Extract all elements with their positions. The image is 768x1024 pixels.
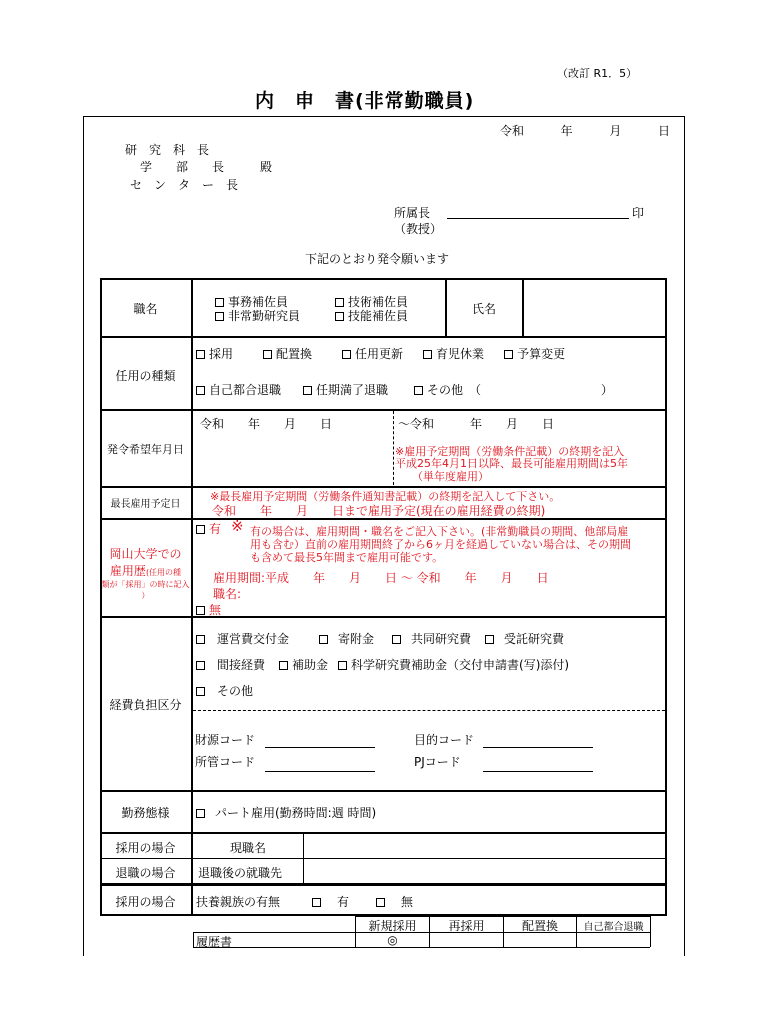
docs-bottom bbox=[193, 947, 650, 948]
position-option-researcher[interactable] bbox=[215, 307, 300, 324]
option-budget-change[interactable] bbox=[504, 345, 565, 362]
option-label: その他 （ ） bbox=[427, 383, 614, 397]
checkbox-icon[interactable] bbox=[414, 386, 423, 395]
work-style-label: 勤務態様 bbox=[121, 806, 170, 820]
checkbox-icon[interactable] bbox=[303, 386, 312, 395]
option-label: 事務補佐員 bbox=[228, 295, 289, 309]
supervisor-sub: （教授） bbox=[394, 222, 443, 236]
frame-left bbox=[83, 116, 84, 956]
history-note2: 用も含む）直前の雇用期間終了から6ヶ月を経過していない場合は、その期間 bbox=[250, 538, 631, 551]
option-label: 有 bbox=[209, 522, 222, 536]
position-option-skill-assistant[interactable] bbox=[335, 307, 408, 324]
option-label: 技能補佐員 bbox=[348, 309, 409, 323]
history-label bbox=[100, 545, 191, 601]
appointment-row2 bbox=[196, 381, 613, 398]
purpose-code-field[interactable] bbox=[483, 747, 593, 748]
dependents-divider bbox=[191, 884, 193, 916]
docs-cell-new-hire: ◎ bbox=[387, 933, 398, 947]
hire-case-label: 採用の場合 bbox=[115, 841, 176, 855]
docs-row-label-resume: 履歴書 bbox=[196, 935, 233, 949]
desired-date-end[interactable]: ～令和 年 月 日 bbox=[398, 417, 555, 431]
retire-case-label: 退職の場合 bbox=[115, 866, 176, 880]
option-other-expense[interactable] bbox=[196, 682, 253, 699]
option-label: 補助金 bbox=[292, 658, 329, 672]
label-column-divider bbox=[191, 278, 193, 886]
option-label: 寄附金 bbox=[338, 632, 375, 646]
desired-date-note2: 平成25年4月1日以降、最長可能雇用期間は5年 bbox=[395, 457, 628, 470]
fund-code-label: 財源コード bbox=[195, 733, 256, 747]
option-label: 配置換 bbox=[276, 347, 313, 361]
row-sep-6 bbox=[100, 790, 667, 792]
option-label: 任期満了退職 bbox=[316, 383, 389, 397]
checkbox-icon[interactable] bbox=[335, 312, 344, 321]
history-mark: ※ bbox=[231, 517, 244, 535]
docs-v5 bbox=[650, 916, 651, 947]
docs-header-rehire: 再採用 bbox=[448, 919, 485, 933]
date-era: 令和 bbox=[500, 124, 525, 138]
fund-code-field[interactable] bbox=[265, 747, 375, 748]
pj-code-label: PJコード bbox=[414, 755, 461, 769]
checkbox-icon[interactable] bbox=[279, 661, 288, 670]
revision-label: （改訂 R1．5） bbox=[557, 67, 638, 80]
option-label: 技術補佐員 bbox=[348, 295, 409, 309]
checkbox-icon[interactable] bbox=[338, 661, 347, 670]
option-label: 間接経費 bbox=[217, 658, 266, 672]
option-commissioned-research[interactable] bbox=[485, 630, 564, 647]
position-label: 職名 bbox=[133, 302, 158, 316]
date-year: 年 bbox=[560, 124, 573, 138]
page-title: 内 申 書(非常勤職員) bbox=[255, 90, 475, 112]
option-indirect-cost[interactable] bbox=[196, 656, 265, 673]
expense-row1 bbox=[196, 630, 564, 647]
dependents-label: 扶養親族の有無 bbox=[196, 895, 281, 909]
option-transfer[interactable] bbox=[263, 345, 312, 362]
date-day: 日 bbox=[657, 124, 670, 138]
supervisor-label: 所属長 bbox=[394, 206, 431, 220]
checkbox-icon[interactable] bbox=[423, 350, 432, 359]
expense-label: 経費負担区分 bbox=[109, 698, 182, 712]
option-label: 非常勤研究員 bbox=[228, 309, 301, 323]
history-label-line1: 岡山大学での bbox=[109, 547, 182, 561]
pj-code-field[interactable] bbox=[483, 771, 593, 772]
appointment-type-label: 任用の種類 bbox=[115, 369, 176, 383]
option-label: 予算変更 bbox=[517, 347, 566, 361]
history-no-option[interactable] bbox=[196, 601, 221, 618]
expense-row2 bbox=[196, 656, 569, 673]
history-period[interactable]: 雇用期間:平成 年 月 日 ～ 令和 年 月 日 bbox=[213, 571, 549, 585]
history-label-main: 雇用歴 bbox=[109, 564, 146, 578]
frame-top bbox=[83, 116, 685, 117]
option-other[interactable] bbox=[414, 381, 613, 398]
desired-date-note3: （単年度雇用） bbox=[412, 470, 489, 483]
checkbox-icon[interactable] bbox=[196, 687, 205, 696]
checkbox-icon[interactable] bbox=[196, 606, 205, 615]
max-employment-label: 最長雇用予定日 bbox=[110, 499, 181, 510]
option-label: 受託研究費 bbox=[504, 632, 565, 646]
name-field[interactable] bbox=[524, 280, 665, 334]
option-joint-research[interactable] bbox=[392, 630, 471, 647]
desired-date-start[interactable]: 令和 年 月 日 bbox=[200, 417, 333, 431]
checkbox-icon[interactable] bbox=[215, 298, 224, 307]
expense-dash-divider bbox=[193, 710, 665, 711]
date-line bbox=[500, 122, 670, 139]
dept-code-label: 所管コード bbox=[195, 755, 256, 769]
checkbox-icon[interactable] bbox=[196, 661, 205, 670]
dependents-no-option[interactable] bbox=[376, 893, 413, 910]
name-label: 氏名 bbox=[471, 302, 496, 316]
option-operating-grant[interactable] bbox=[196, 630, 289, 647]
checkbox-icon[interactable] bbox=[263, 350, 272, 359]
checkbox-icon[interactable] bbox=[196, 525, 205, 534]
frame-right bbox=[684, 116, 685, 956]
docs-header-transfer: 配置換 bbox=[521, 919, 558, 933]
appointment-row1 bbox=[196, 345, 565, 362]
row-sep-5 bbox=[100, 616, 667, 618]
option-label: 科学研究費補助金（交付申請書(写)添付) bbox=[351, 658, 570, 672]
checkbox-icon[interactable] bbox=[196, 386, 205, 395]
history-label-line2 bbox=[100, 562, 191, 579]
row-sep-1 bbox=[100, 336, 667, 338]
option-label: 自己都合退職 bbox=[209, 383, 282, 397]
option-label: 育児休業 bbox=[436, 347, 485, 361]
docs-v0 bbox=[193, 932, 194, 947]
date-month: 月 bbox=[609, 124, 622, 138]
docs-header-voluntary-retire: 自己都合退職 bbox=[583, 922, 644, 933]
docs-header-new-hire: 新規採用 bbox=[368, 919, 417, 933]
option-part-time[interactable] bbox=[196, 804, 376, 821]
desired-date-note1: ※雇用予定期間（労働条件記載）の終期を記入 bbox=[395, 445, 625, 458]
option-label: 共同研究費 bbox=[411, 632, 472, 646]
option-hire[interactable] bbox=[196, 345, 233, 362]
history-label-note2: 類が「採用」の時に記入 bbox=[101, 580, 190, 589]
request-text: 下記のとおり発令願います bbox=[305, 252, 450, 266]
option-label: 無 bbox=[401, 895, 414, 909]
max-employment-date[interactable]: 令和 年 月 日まで雇用予定(現在の雇用経費の終期) bbox=[212, 504, 546, 518]
checkbox-icon[interactable] bbox=[196, 809, 205, 818]
history-note3: も含めて最長5年間まで雇用可能です。 bbox=[250, 551, 444, 564]
option-label: 有 bbox=[337, 895, 350, 909]
checkbox-icon[interactable] bbox=[376, 898, 385, 907]
history-yes-option[interactable] bbox=[196, 520, 221, 537]
option-subsidy[interactable] bbox=[279, 656, 328, 673]
history-note1: 有の場合は、雇用期間・職名をご記入下さい。(非常勤職員の期間、他部局雇 bbox=[250, 525, 629, 538]
desired-date-label: 発令希望年月日 bbox=[107, 443, 184, 456]
option-label: その他 bbox=[217, 684, 254, 698]
addressee-dean-graduate: 研 究 科 長 bbox=[125, 143, 210, 157]
post-retire-job-label: 退職後の就職先 bbox=[198, 866, 283, 880]
option-label: 採用 bbox=[209, 347, 234, 361]
checkbox-icon[interactable] bbox=[485, 635, 494, 644]
checkbox-icon[interactable] bbox=[392, 635, 401, 644]
option-label: 任用更新 bbox=[355, 347, 404, 361]
dependents-yes-option[interactable] bbox=[312, 893, 349, 910]
history-job[interactable]: 職名: bbox=[213, 587, 242, 601]
purpose-code-label: 目的コード bbox=[414, 733, 475, 747]
option-childcare[interactable] bbox=[423, 345, 484, 362]
option-voluntary-retire[interactable] bbox=[196, 381, 281, 398]
hire-case2-label: 採用の場合 bbox=[115, 895, 176, 909]
checkbox-icon[interactable] bbox=[319, 635, 328, 644]
option-term-end[interactable] bbox=[303, 381, 388, 398]
option-kakenhi[interactable] bbox=[338, 656, 569, 673]
history-label-note1: (任用の種 bbox=[145, 568, 182, 577]
option-label: 運営費交付金 bbox=[217, 632, 290, 646]
current-job-field[interactable] bbox=[305, 834, 665, 857]
max-employment-note: ※最長雇用予定期間（労働条件通知書記載）の終期を記入して下さい。 bbox=[210, 490, 561, 503]
checkbox-icon[interactable] bbox=[196, 350, 205, 359]
option-renewal[interactable] bbox=[342, 345, 403, 362]
desired-date-divider bbox=[393, 411, 394, 485]
checkbox-icon[interactable] bbox=[342, 350, 351, 359]
option-label: 無 bbox=[209, 603, 222, 617]
checkbox-icon[interactable] bbox=[504, 350, 513, 359]
checkbox-icon[interactable] bbox=[312, 898, 321, 907]
current-job-label: 現職名 bbox=[229, 841, 266, 855]
post-retire-job-field[interactable] bbox=[305, 859, 665, 882]
checkbox-icon[interactable] bbox=[196, 635, 205, 644]
seal-label: 印 bbox=[632, 206, 645, 220]
row-sep-2 bbox=[100, 409, 667, 411]
checkbox-icon[interactable] bbox=[215, 312, 224, 321]
field-divider bbox=[303, 833, 304, 883]
history-label-note3: ） bbox=[141, 591, 150, 600]
addressee-center-director: セ ン タ ー 長 bbox=[130, 178, 239, 192]
dept-code-field[interactable] bbox=[265, 771, 375, 772]
option-label: パート雇用(勤務時間:週 時間) bbox=[215, 806, 377, 820]
supervisor-signature-line[interactable] bbox=[447, 218, 629, 219]
addressee-dean-faculty: 学 部 長 殿 bbox=[140, 160, 273, 174]
checkbox-icon[interactable] bbox=[335, 298, 344, 307]
option-donation[interactable] bbox=[319, 630, 374, 647]
